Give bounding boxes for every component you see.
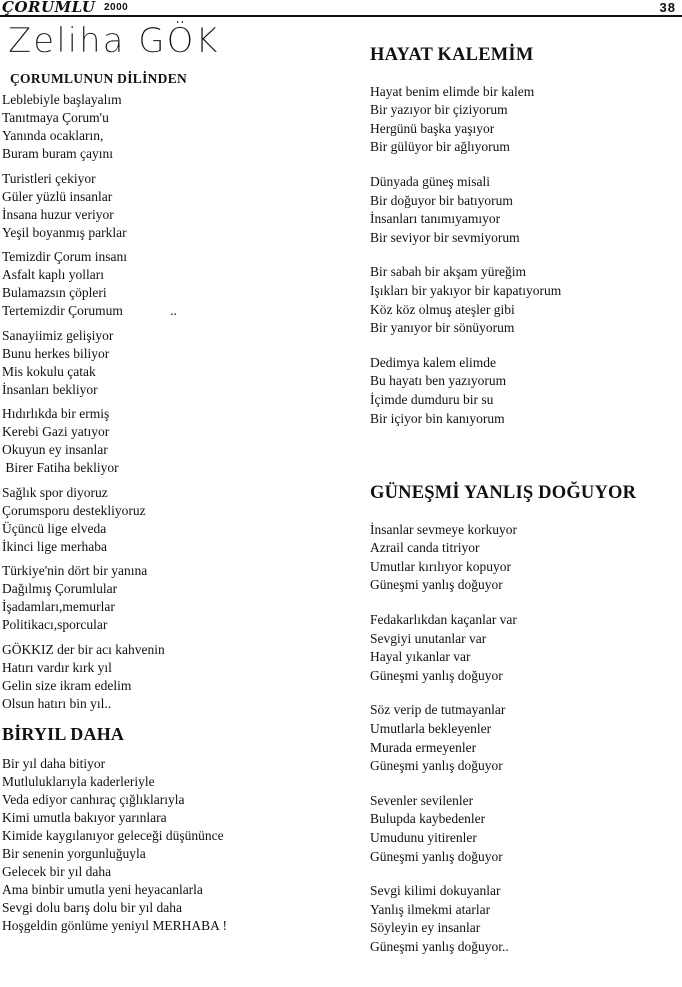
- poem-line: Bir seviyor bir sevmiyorum: [370, 229, 520, 245]
- stanza: [2, 327, 338, 399]
- stanza: [370, 882, 678, 956]
- stanza: [370, 792, 678, 866]
- poem-line: Murada ermeyenler: [370, 739, 477, 755]
- poem-line: Mis kokulu çatak: [2, 363, 96, 379]
- poem-title-corumlunun-dilinden: ÇORUMLUNUN DİLİNDEN: [10, 71, 188, 86]
- poem-line: Işıkları bir yakıyor bir kapatıyorum: [370, 282, 562, 298]
- poem-line: Gelecek bir yıl daha: [2, 863, 112, 879]
- stanza: [2, 484, 338, 556]
- right-column: [370, 46, 678, 973]
- poem-line: Turistleri çekiyor: [2, 170, 96, 186]
- poem-line: Sevenler sevilenler: [370, 792, 474, 808]
- author-name: Zeliha GÖK: [8, 21, 220, 61]
- poem-line: Hoşgeldin gönlüme yeniyıl MERHABA !: [2, 917, 227, 933]
- poem-line: Sevgiyi unutanlar var: [370, 630, 487, 646]
- header-rule: [0, 15, 682, 17]
- poem-line: Buram buram çayını: [2, 146, 113, 161]
- poem-line: Hergünü başka yaşıyor: [370, 120, 495, 136]
- stanza: [2, 170, 338, 242]
- magazine-logo: ÇORUMLU: [2, 0, 96, 16]
- poem-line: Söz verip de tutmayanlar: [370, 702, 506, 718]
- stanza: [370, 701, 678, 775]
- stanza: [370, 173, 678, 247]
- poem-line: Dedimya kalem elimde: [370, 354, 496, 370]
- poem-line: Politikacı,sporcular: [2, 617, 108, 632]
- poem-line: Köz köz olmuş ateşler gibi: [370, 301, 515, 317]
- poem-line: Bunu herkes biliyor: [2, 345, 110, 361]
- poem-line: Veda ediyor canhıraç çığlıklarıyla: [2, 791, 185, 807]
- poem-line: Güneşmi yanlış doğuyor..: [370, 938, 509, 954]
- poem-line: Bir sabah bir akşam yüreğim: [370, 264, 526, 280]
- poem-line: Sevgi kilimi dokuyanlar: [370, 883, 501, 899]
- poem-line: İnsanları tanımıyamıyor: [370, 211, 501, 227]
- poem-line: Bir gülüyor bir ağlıyorum: [370, 139, 510, 155]
- poem-line: İkinci lige merhaba: [2, 538, 107, 554]
- poem-line: Hatırı vardır kırk yıl: [2, 659, 112, 675]
- poem-line: Kerebi Gazi yatıyor: [2, 424, 110, 439]
- poem-line: Asfalt kaplı yolları: [2, 267, 104, 282]
- poem-line: İnsanlar sevmeye korkuyor: [370, 521, 517, 537]
- poem-line: Sanayiimiz gelişiyor: [2, 327, 114, 343]
- stanza: [370, 263, 678, 337]
- poem-title-gunesmi-yanlis-doguyor: GÜNEŞMİ YANLIŞ DOĞUYOR: [370, 483, 637, 504]
- poem-line: Bir doğuyor bir batıyorum: [370, 192, 513, 208]
- poem-line: Dünyada güneş misali: [370, 173, 490, 189]
- poem-line: Bir yanıyor bir sönüyorum: [370, 320, 515, 336]
- stanza: [2, 91, 338, 163]
- poem-line: Bulamazsın çöpleri: [2, 285, 107, 300]
- poem-biryil-daha: [2, 755, 338, 935]
- poem-line: Bir yıl daha bitiyor: [2, 755, 106, 771]
- stanza: [370, 354, 678, 428]
- poem-line: Leblebiyle başlayalım: [2, 92, 122, 107]
- poem-line: Söyleyin ey insanlar: [370, 920, 481, 936]
- poem-hayat-kalemim: [370, 83, 678, 429]
- poem-line: Dağılmış Çorumlular: [2, 581, 118, 596]
- stanza: [2, 405, 338, 477]
- poem-line: Ama binbir umutla yeni heyacanlarla: [2, 881, 203, 897]
- poem-line: Tanıtmaya Çorum'u: [2, 110, 109, 125]
- poem-line: Kimi umutla bakıyor yarınlara: [2, 809, 167, 825]
- poem-line: Kimide kaygılanıyor geleceği düşününce: [2, 827, 224, 843]
- poem-line: Fedakarlıkdan kaçanlar var: [370, 612, 517, 628]
- poem-line: Birer Fatiha bekliyor: [2, 460, 119, 475]
- poem-line: Hayal yıkanlar var: [370, 649, 471, 665]
- poem-line: İşadamları,memurlar: [2, 599, 115, 614]
- poem-line: Yanlış ilmekmi atarlar: [370, 901, 491, 917]
- poem-line: İçimde dumduru bir su: [370, 391, 494, 407]
- poem-line: Bir içiyor bin kanıyorum: [370, 410, 505, 426]
- poem-line: Olsun hatırı bin yıl..: [2, 695, 112, 711]
- poem-line: Umudunu yitirenler: [370, 830, 477, 845]
- poem-line: Yanında ocakların,: [2, 128, 104, 143]
- stanza: [370, 521, 678, 595]
- poem-line: Sevgi dolu barış dolu bir yıl daha: [2, 899, 182, 915]
- poem-corumlunun-dilinden: [2, 91, 338, 713]
- poem-line: Güneşmi yanlış doğuyor: [370, 577, 503, 593]
- poem-line: Bir yazıyor bir çiziyorum: [370, 102, 508, 118]
- poem-line: Hıdırlıkda bir ermiş: [2, 406, 110, 421]
- poem-line: Temizdir Çorum insanı: [2, 249, 128, 264]
- poem-line: İnsana huzur veriyor: [2, 206, 114, 222]
- poem-line: Bu hayatı ben yazıyorum: [370, 373, 507, 389]
- poem-line: Güneşmi yanlış doğuyor: [370, 667, 503, 683]
- poem-line: Yeşil boyanmış parklar: [2, 224, 127, 240]
- poem-line: Güneşmi yanlış doğuyor: [370, 848, 503, 864]
- stanza: [370, 611, 678, 685]
- poem-line: Bir senenin yorgunluğuyla: [2, 845, 146, 861]
- poem-title-hayat-kalemim: HAYAT KALEMİM: [370, 45, 534, 65]
- poem-line: İnsanları bekliyor: [2, 381, 98, 397]
- poem-line: GÖKKIZ der bir acı kahvenin: [2, 641, 165, 657]
- stanza: [2, 248, 338, 320]
- poem-line: Hayat benim elimde bir kalem: [370, 83, 535, 99]
- poem-line: Güneşmi yanlış doğuyor: [370, 758, 503, 774]
- poem-line: Bulupda kaybedenler: [370, 811, 486, 827]
- poem-line: Umutlarla bekleyenler: [370, 721, 492, 737]
- poem-line: Umutlar kırılıyor kopuyor: [370, 558, 511, 574]
- poem-line: Azrail canda titriyor: [370, 540, 480, 556]
- poem-line: Türkiye'nin dört bir yanına: [2, 563, 148, 578]
- issue-year: 2000: [104, 2, 129, 13]
- poem-line: Mutluluklarıyla kaderleriyle: [2, 773, 155, 789]
- poem-line: Güler yüzlü insanlar: [2, 188, 113, 204]
- stanza: [2, 641, 338, 713]
- stanza: [2, 562, 338, 634]
- poem-line: Sağlık spor diyoruz: [2, 484, 108, 500]
- left-column: [2, 70, 338, 935]
- page-number: 38: [659, 0, 676, 15]
- poem-line: Okuyun ey insanlar: [2, 442, 108, 457]
- poem-title-biryil-daha: BİRYIL DAHA: [2, 723, 125, 744]
- page-header: [0, 0, 682, 17]
- poem-line: Tertemizdir Çorumum ..: [2, 303, 177, 318]
- poem-gunesmi-yanlis-doguyor: [370, 521, 678, 957]
- poem-line: Üçüncü lige elveda: [2, 520, 107, 536]
- poem-line: Çorumsporu destekliyoruz: [2, 502, 146, 518]
- poem-line: Gelin size ikram edelim: [2, 677, 132, 693]
- stanza: [370, 83, 678, 157]
